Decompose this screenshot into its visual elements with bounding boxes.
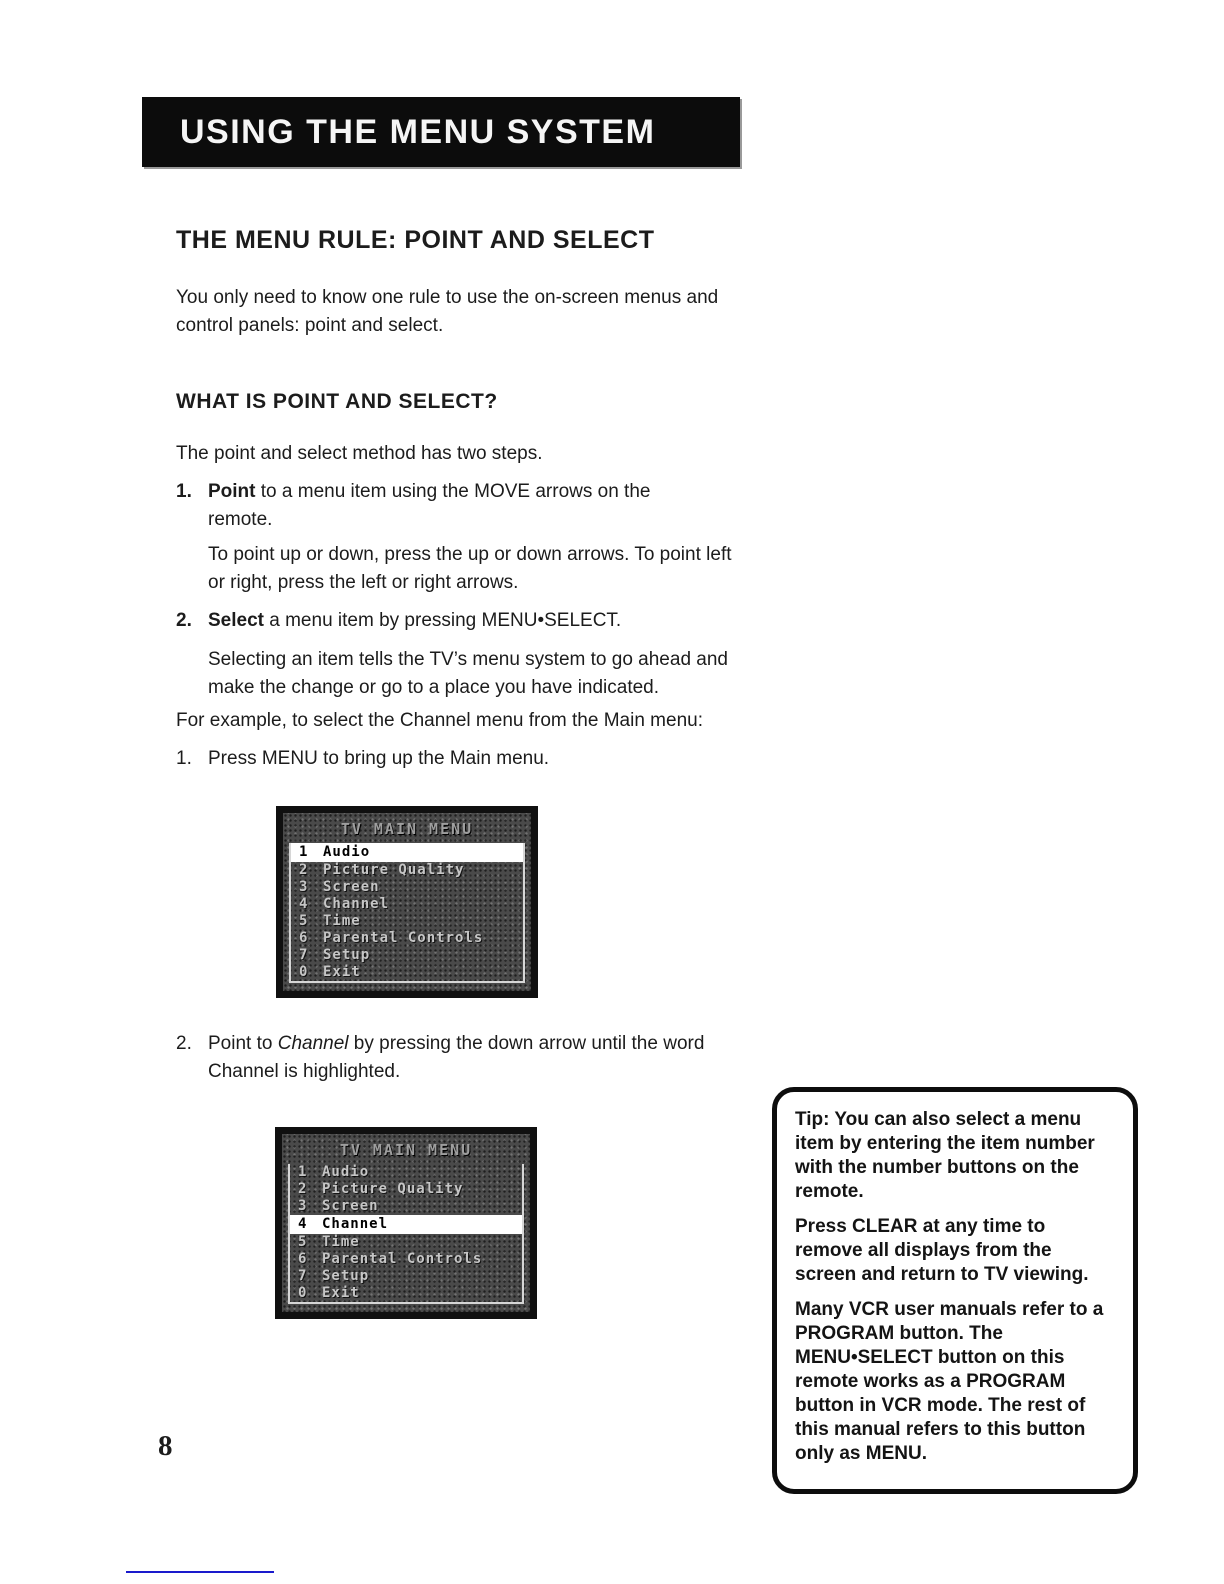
tv-menu-item-list	[289, 843, 525, 983]
tv-main-menu-screenshot-channel-highlighted	[275, 1127, 537, 1319]
step-text	[208, 607, 748, 635]
tv-menu-item: 5 Time	[298, 1234, 360, 1250]
step-number: 1.	[176, 481, 192, 502]
step-2-select	[176, 607, 748, 635]
tv-menu-item: 1 Audio	[298, 1164, 370, 1180]
step-text: Press MENU to bring up the Main menu.	[208, 748, 550, 769]
tv-menu-item: 5 Time	[299, 913, 361, 929]
tip-paragraph: Tip: You can also select a menu item by entering the item number with the number buttons on the remote.	[795, 1109, 1095, 1202]
step-rest: a menu item by pressing MENU•SELECT.	[263, 610, 622, 631]
step-lead-word: Select	[208, 610, 264, 631]
tv-menu-item: 3 Screen	[299, 879, 380, 895]
tv-main-menu-screenshot-audio-highlighted	[276, 806, 538, 998]
footer-blue-line	[126, 1571, 274, 1573]
tv-menu-item: 6 Parental Controls	[298, 1251, 483, 1267]
step-text-pre: Point to	[208, 1033, 278, 1054]
tv-menu-item: 7 Setup	[298, 1268, 370, 1284]
example-step-2	[176, 1030, 743, 1086]
step-number: 2.	[176, 1033, 192, 1054]
heading-what-is-point-select: WHAT IS POINT AND SELECT?	[176, 390, 498, 413]
tip-paragraph: Many VCR user manuals refer to a PROGRAM button. The MENU•SELECT button on this remote works as a PROGRAM button in VCR mode. The rest of this manual refers to this button only as MENU.	[795, 1299, 1104, 1464]
heading-menu-rule: THE MENU RULE: POINT AND SELECT	[176, 226, 655, 254]
tv-menu-item: 0 Exit	[299, 964, 361, 980]
step-text-post: by pressing the down arrow until the word Channel is highlighted.	[208, 1033, 705, 1082]
tv-menu-item: 7 Setup	[299, 947, 371, 963]
tv-menu-title: TV MAIN MENU	[340, 820, 474, 838]
step-number: 1.	[176, 748, 192, 769]
tv-menu-item: 2 Picture Quality	[298, 1181, 464, 1197]
example-step-1	[176, 745, 728, 773]
tv-menu-item-highlighted: 1 Audio	[291, 843, 523, 862]
step-2-detail: Selecting an item tells the TV’s menu system to go ahead and make the change or go to a place you have indicated.	[208, 649, 728, 698]
step-text	[208, 478, 688, 534]
tip-paragraph: Press CLEAR at any time to remove all displays from the screen and return to TV viewing.	[795, 1216, 1089, 1285]
tip-box	[772, 1087, 1138, 1494]
tv-menu-item-highlighted: 4 Channel	[290, 1215, 522, 1234]
tv-menu-item-list	[288, 1164, 524, 1304]
paragraph-example-intro: For example, to select the Channel menu from the Main menu:	[176, 710, 703, 731]
step-text	[208, 1030, 743, 1086]
tv-menu-item: 0 Exit	[298, 1285, 360, 1301]
paragraph-two-steps: The point and select method has two steps.	[176, 443, 543, 464]
step-lead-word: Point	[208, 481, 256, 502]
step-rest: to a menu item using the MOVE arrows on the remote.	[208, 481, 651, 530]
page-number: 8	[158, 1430, 173, 1462]
tv-menu-item: 3 Screen	[298, 1198, 379, 1214]
step-text-italic: Channel	[277, 1033, 349, 1054]
step-1-detail: To point up or down, press the up or down arrows. To point left or right, press the left or right arrows.	[208, 544, 732, 593]
paragraph-intro: You only need to know one rule to use the on-screen menus and control panels: point and select.	[176, 287, 719, 336]
step-1-point	[176, 478, 688, 534]
step-number: 2.	[176, 610, 192, 631]
tv-menu-title: TV MAIN MENU	[339, 1141, 473, 1159]
banner-title: USING THE MENU SYSTEM	[180, 112, 656, 151]
tv-menu-item: 4 Channel	[299, 896, 390, 912]
section-banner	[142, 97, 740, 167]
tv-menu-item: 6 Parental Controls	[299, 930, 484, 946]
tv-menu-item: 2 Picture Quality	[299, 862, 465, 878]
